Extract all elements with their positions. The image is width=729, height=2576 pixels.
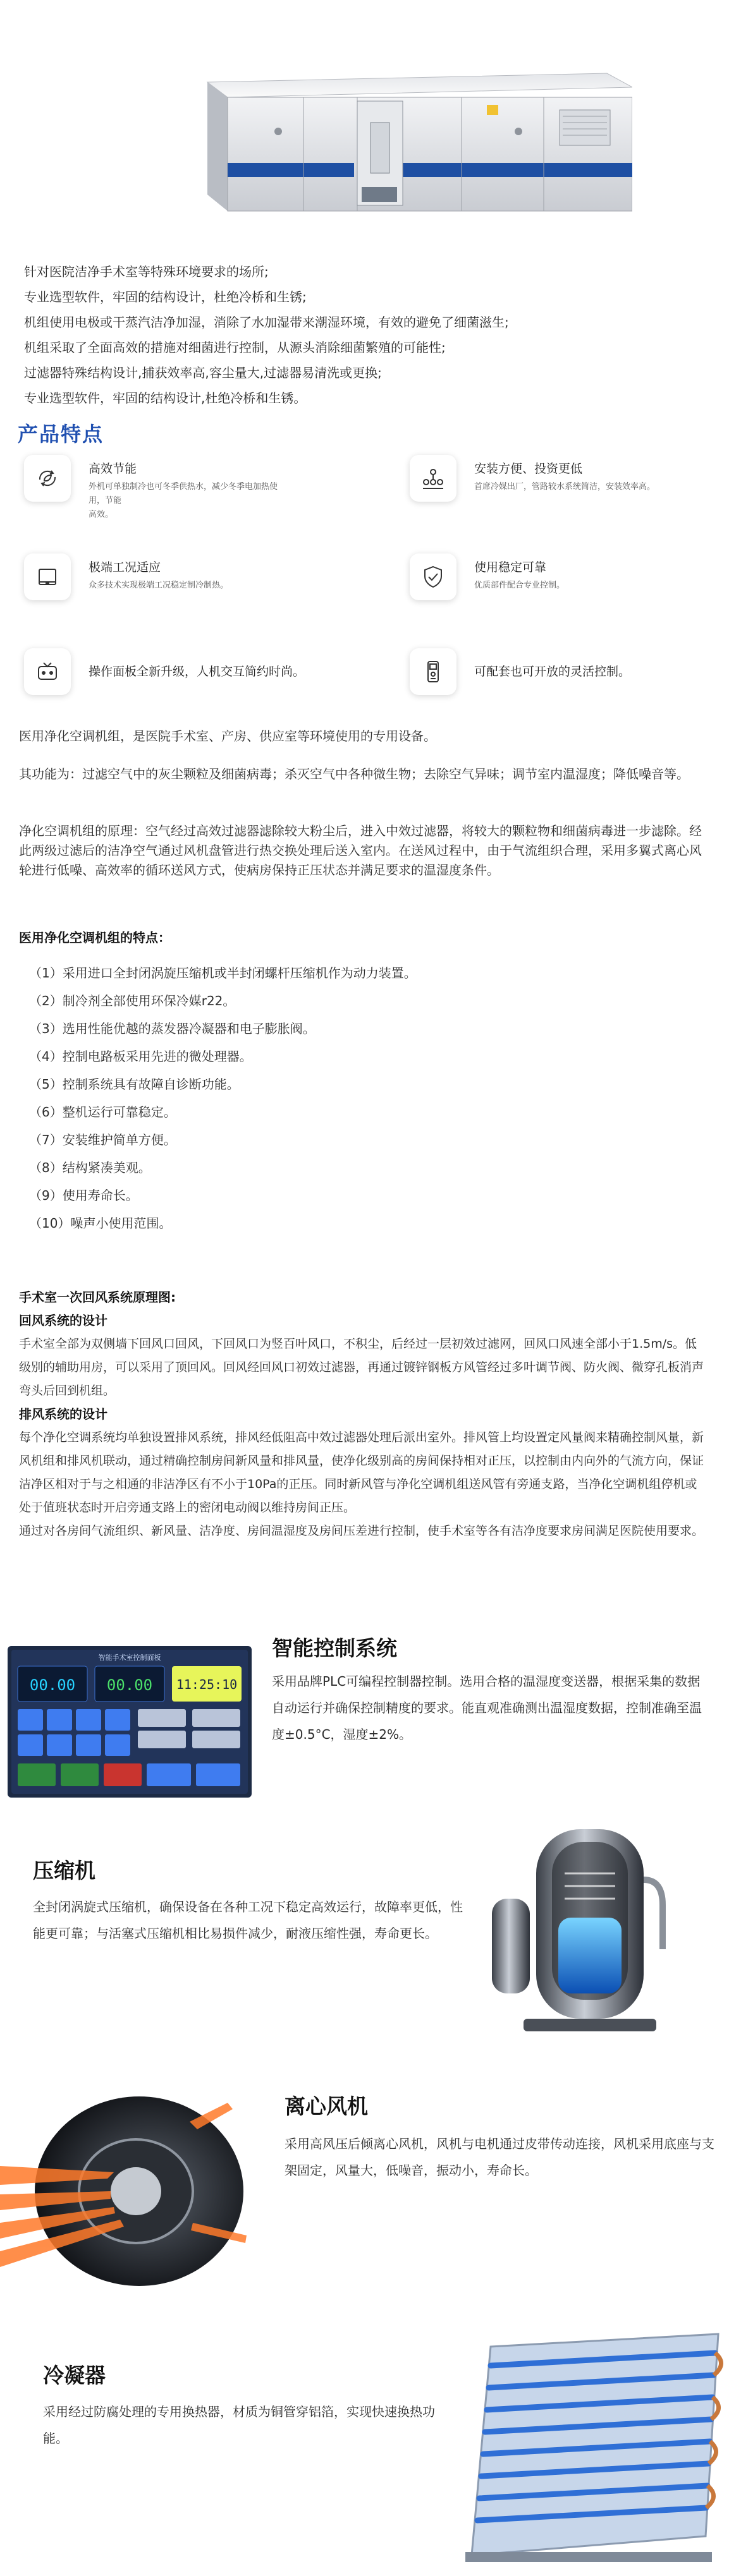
system-design-section [19,1285,708,1543]
feature-panel-upgrade [24,648,305,695]
compressor-image [486,1804,669,2047]
feature-title: 使用稳定可靠 [474,560,547,574]
system-title: 手术室一次回风系统原理图: [19,1290,176,1305]
intro-line: 机组采取了全面高效的措施对细菌进行控制，从源头消除细菌繁殖的可能性; [24,340,446,355]
leaf-recycle-icon [24,455,71,502]
condenser-image [453,2328,729,2576]
list-item: （6）整机运行可靠稳定。 [29,1104,176,1120]
return-air-text: 手术室全部为双侧墙下回风口回风，下回风口为竖百叶风口，不积尘，后经过一层初效过滤网，回风口风速全部小于1.5m/s。低级别的辅助用房，可以采用了顶回风。回风经回风口初效过滤器，再通过镀锌钢板方风管经过多叶调节阀、防火阀、微穿孔板消声弯头后回到机组。 [19,1337,704,1398]
compressor-text: 全封闭涡旋式压缩机，确保设备在各种工况下稳定高效运行，故障率更低，性能更可靠；与活塞式压缩机相比易损件减少，耐液压缩性强，寿命更长。 [33,1899,463,1941]
list-item: （8）结构紧凑美观。 [29,1160,151,1175]
fan-title: 离心风机 [285,2094,368,2119]
feature-extreme-conditions [24,553,228,600]
smart-control-title: 智能控制系统 [272,1636,397,1660]
feature-title: 高效节能 [89,462,137,476]
feature-desc: 优质部件配合专业控制。 [474,581,565,590]
feature-title: 极端工况适应 [89,560,161,574]
list-item: （3）选用性能优越的蒸发器冷凝器和电子膨胀阀。 [29,1021,315,1036]
return-air-title: 回风系统的设计 [19,1313,107,1328]
panel-humid-readout: 00.00 [106,1676,153,1694]
feature-desc: 外机可单独制冷也可冬季供热水，减少冬季电加热使用，节能 高效。 [89,482,278,519]
people-network-icon [410,455,456,502]
principle-paragraph: 净化空调机组的原理：空气经过高效过滤器滤除较大粉尘后，进入中效过滤器，将较大的颗粒物和细菌病毒进一步滤除。经此两级过滤后的洁净空气通过风机盘管进行热交换处理后送入室内。在送风过程中，由于气流组织合理，采用多翼式离心风轮进行低噪、高效率的循环送风方式，使病房保持正压状态并满足要求的温湿度条件。 [19,823,702,878]
summary-text: 通过对各房间气流组织、新风量、洁净度、房间温湿度及房间压差进行控制，使手术室等各有洁净度要求房间满足医院使用要求。 [19,1524,704,1538]
list-item: （4）控制电路板采用先进的微处理器。 [29,1049,252,1064]
panel-temp-readout: 00.00 [29,1676,76,1694]
feature-desc: 首席冷媒出厂，管路较水系统简洁，安装效率高。 [474,482,656,492]
feature-installation [410,455,655,502]
feature-title: 安装方便、投资更低 [474,462,583,476]
list-item: （10）噪声小使用范围。 [29,1216,172,1231]
shield-check-icon [410,553,456,600]
functions-paragraph: 其功能为：过滤空气中的灰尘颗粒及细菌病毒；杀灭空气中各种微生物；去除空气异味；调节室内温湿度；降低噪音等。 [19,766,689,782]
feature-title: 操作面板全新升级，人机交互简约时尚。 [89,665,305,679]
feature-title: 可配套也可开放的灵活控制。 [474,665,631,679]
feature-energy [24,455,278,522]
tv-screen-icon [24,648,71,695]
feature-reliability [410,553,565,600]
intro-line: 机组使用电极或干蒸汽洁净加湿，消除了水加湿带来潮湿环境，有效的避免了细菌滋生; [24,315,509,330]
fan-text: 采用高风压后倾离心风机，风机与电机通过皮带传动连接，风机采用底座与支架固定，风量大，低噪音，振动小，寿命长。 [285,2136,714,2178]
list-item: （2）制冷剂全部使用环保冷媒r22。 [29,993,236,1008]
intro-lines [24,259,707,411]
exhaust-text: 每个净化空调系统均单独设置排风系统，排风经低阻高中效过滤器处理后派出室外。排风管上均设置定风量阀来精确控制风量，新风机组和排风机联动，通过精确控制房间新风量和排风量，使净化级别高的房间保持相对正压，以控制由内向外的气流方向，保证洁净区相对于与之相通的非洁净区有不小于10Pa的正压。同时新风管与净化空调机组送风管有旁通支路，当净化空调机组停机或处于值班状态时开启旁通支路上的密闭电动阀以维持房间正压。 [19,1430,704,1515]
panel-header: 智能手术室控制面板 [98,1654,161,1662]
smart-control-text: 采用品牌PLC可编程控制器控制。选用合格的温湿度变送器，根据采集的数据自动运行并确保控制精度的要求。能直观准确测出温湿度数据，控制准确至温度±0.5°C，湿度±2%。 [272,1674,702,1742]
tablet-device-icon [24,553,71,600]
centrifugal-fan-image [0,2084,247,2311]
intro-line: 专业选型软件，牢固的结构设计，杜绝冷桥和生锈; [24,289,307,305]
compressor-title: 压缩机 [33,1858,95,1883]
features-list-title: 医用净化空调机组的特点： [19,930,171,945]
list-item: （9）使用寿命长。 [29,1188,138,1203]
feature-desc: 众多技术实现极端工况稳定制冷制热。 [89,581,229,590]
list-item: （7）安装维护简单方便。 [29,1132,176,1147]
control-panel-image [8,1646,252,1798]
list-item: （1）采用进口全封闭涡旋压缩机或半封闭螺杆压缩机作为动力装置。 [29,965,417,981]
intro-line: 针对医院洁净手术室等特殊环境要求的场所; [24,264,269,279]
intro-line: 过滤器特殊结构设计,捕获效率高,容尘量大,过滤器易清洗或更换; [24,365,382,380]
usage-paragraph: 医用净化空调机组，是医院手术室、产房、供应室等环境使用的专用设备。 [19,729,436,744]
remote-control-icon [410,648,456,695]
feature-list [29,959,417,1237]
air-handling-unit-image [190,68,632,214]
intro-line: 专业选型软件，牢固的结构设计,杜绝冷桥和生锈。 [24,390,307,406]
section-title: 产品特点 [18,422,104,446]
exhaust-title: 排风系统的设计 [19,1406,107,1422]
panel-clock: 11:25:10 [176,1677,238,1692]
list-item: （5）控制系统具有故障自诊断功能。 [29,1077,240,1092]
feature-flexible-control [410,648,630,695]
condenser-text: 采用经过防腐处理的专用换热器，材质为铜管穿铝箔，实现快速换热功能。 [43,2404,435,2446]
condenser-title: 冷凝器 [43,2363,106,2388]
